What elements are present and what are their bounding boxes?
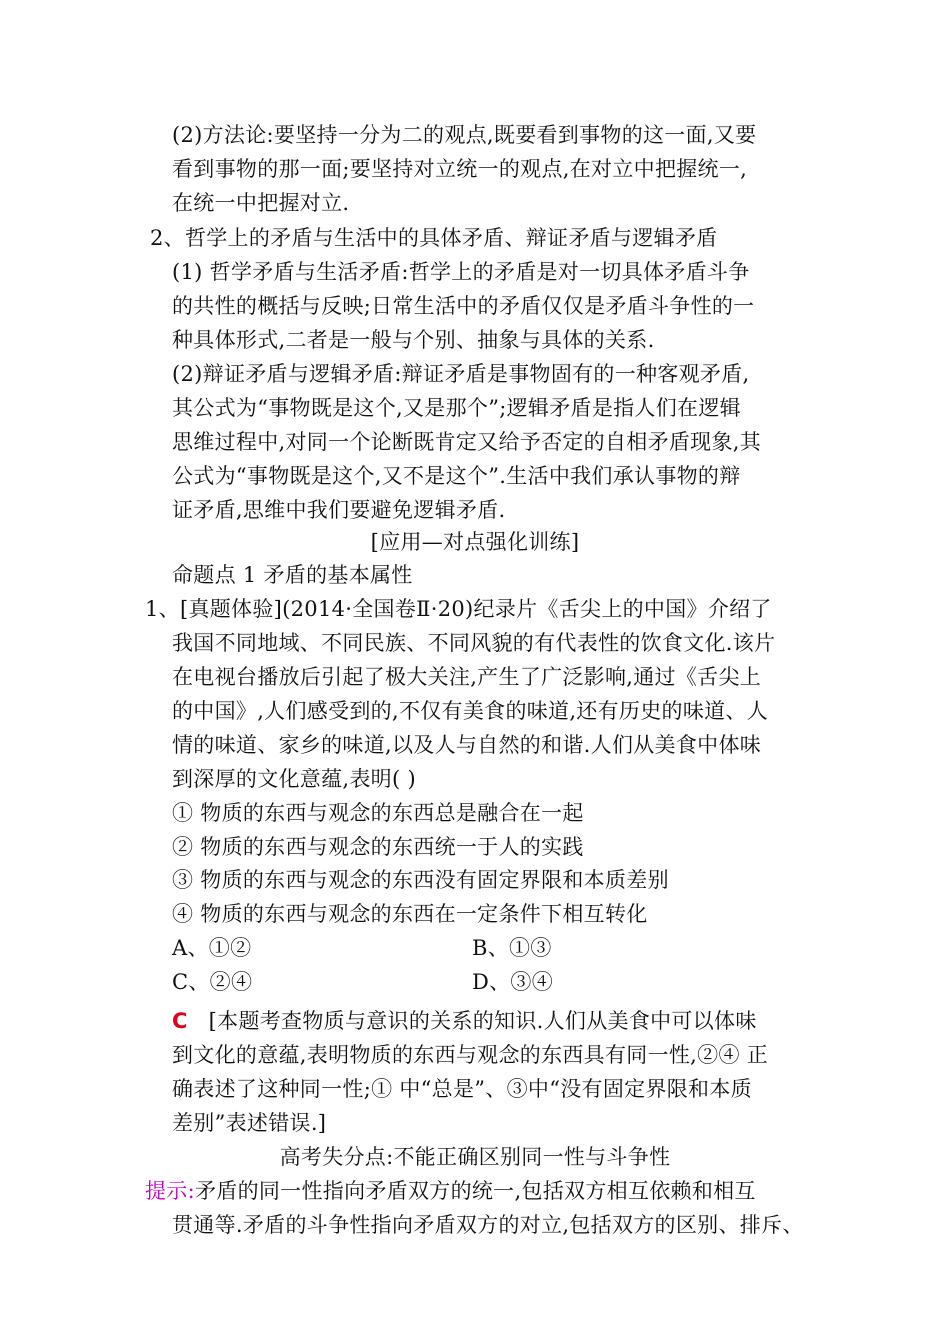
question-line-1: 1、[真题体验](2014·全国卷Ⅱ·20)纪录片《舌尖上的中国》介绍了: [145, 597, 772, 621]
question-line-5: 情的味道、家乡的味道,以及人与自然的和谐.人们从美食中体味: [172, 733, 762, 757]
philosophy-contradiction-line-2: 的共性的概括与反映;日常生活中的矛盾仅仅是矛盾斗争性的一: [172, 294, 755, 318]
hint-text-1: 矛盾的同一性指向矛盾双方的统一,包括双方相互依赖和相互: [194, 1179, 756, 1203]
statement-4: ④ 物质的东西与观念的东西在一定条件下相互转化: [172, 902, 648, 926]
methodology-line-1: (2)方法论:要坚持一分为二的观点,既要看到事物的这一面,又要: [172, 123, 757, 147]
dialectical-contradiction-line-2: 其公式为“事物既是这个,又是那个”;逻辑矛盾是指人们在逻辑: [172, 396, 741, 420]
question-line-4: 的中国》,人们感受到的,不仅有美食的味道,还有历史的味道、人: [172, 699, 769, 723]
answer-letter: C: [172, 1009, 188, 1033]
hint-line-2: 贯通等.矛盾的斗争性指向矛盾双方的对立,包括双方的区别、排斥、: [172, 1213, 804, 1237]
dialectical-contradiction-line-3: 思维过程中,对同一个论断既肯定又给予否定的自相矛盾现象,其: [172, 430, 762, 454]
lost-points-title: 高考失分点:不能正确区别同一性与斗争性: [279, 1145, 671, 1169]
hint-line-1: [145, 1174, 756, 1208]
question-line-2: 我国不同地域、不同民族、不同风貌的有代表性的饮食文化.该片: [172, 631, 776, 655]
option-c: C、②④: [172, 970, 253, 994]
hint-label: 提示:: [145, 1179, 195, 1203]
methodology-line-2: 看到事物的那一面;要坚持对立统一的观点,在对立中把握统一,: [172, 157, 748, 181]
option-a: A、①②: [172, 936, 252, 960]
question-line-6: 到深厚的文化意蕴,表明( ): [172, 767, 416, 791]
answer-line-4: 差别”表述错误.]: [172, 1111, 327, 1135]
answer-line-3: 确表述了这种同一性;① 中“总是”、③中“没有固定界限和本质: [172, 1077, 752, 1101]
practice-title: [应用—对点强化训练]: [370, 530, 580, 554]
philosophy-contradiction-line-3: 种具体形式,二者是一般与个别、抽象与具体的关系.: [172, 328, 655, 352]
dialectical-contradiction-line-1: (2)辩证矛盾与逻辑矛盾:辩证矛盾是事物固有的一种客观矛盾,: [172, 362, 750, 386]
answer-line-1: [172, 1004, 757, 1038]
answer-text-1: [本题考查物质与意识的关系的知识.人们从美食中可以体味: [208, 1009, 757, 1033]
proposition-point: 命题点 1 矛盾的基本属性: [172, 563, 413, 587]
question-line-3: 在电视台播放后引起了极大关注,产生了广泛影响,通过《舌尖上: [172, 665, 762, 689]
option-d: D、③④: [472, 970, 554, 994]
philosophy-contradiction-line-1: (1) 哲学矛盾与生活矛盾:哲学上的矛盾是对一切具体矛盾斗争: [172, 260, 750, 284]
option-b: B、①③: [472, 936, 552, 960]
statement-3: ③ 物质的东西与观念的东西没有固定界限和本质差别: [172, 868, 669, 892]
statement-2: ② 物质的东西与观念的东西统一于人的实践: [172, 835, 584, 859]
answer-line-2: 到文化的意蕴,表明物质的东西与观念的东西具有同一性,②④ 正: [172, 1043, 769, 1067]
section-2-heading: 2、哲学上的矛盾与生活中的具体矛盾、辩证矛盾与逻辑矛盾: [150, 226, 718, 250]
statement-1: ① 物质的东西与观念的东西总是融合在一起: [172, 801, 584, 825]
methodology-line-3: 在统一中把握对立.: [172, 191, 350, 215]
dialectical-contradiction-line-5: 证矛盾,思维中我们要避免逻辑矛盾.: [172, 498, 506, 522]
dialectical-contradiction-line-4: 公式为“事物既是这个,又不是这个”.生活中我们承认事物的辩: [172, 464, 741, 488]
